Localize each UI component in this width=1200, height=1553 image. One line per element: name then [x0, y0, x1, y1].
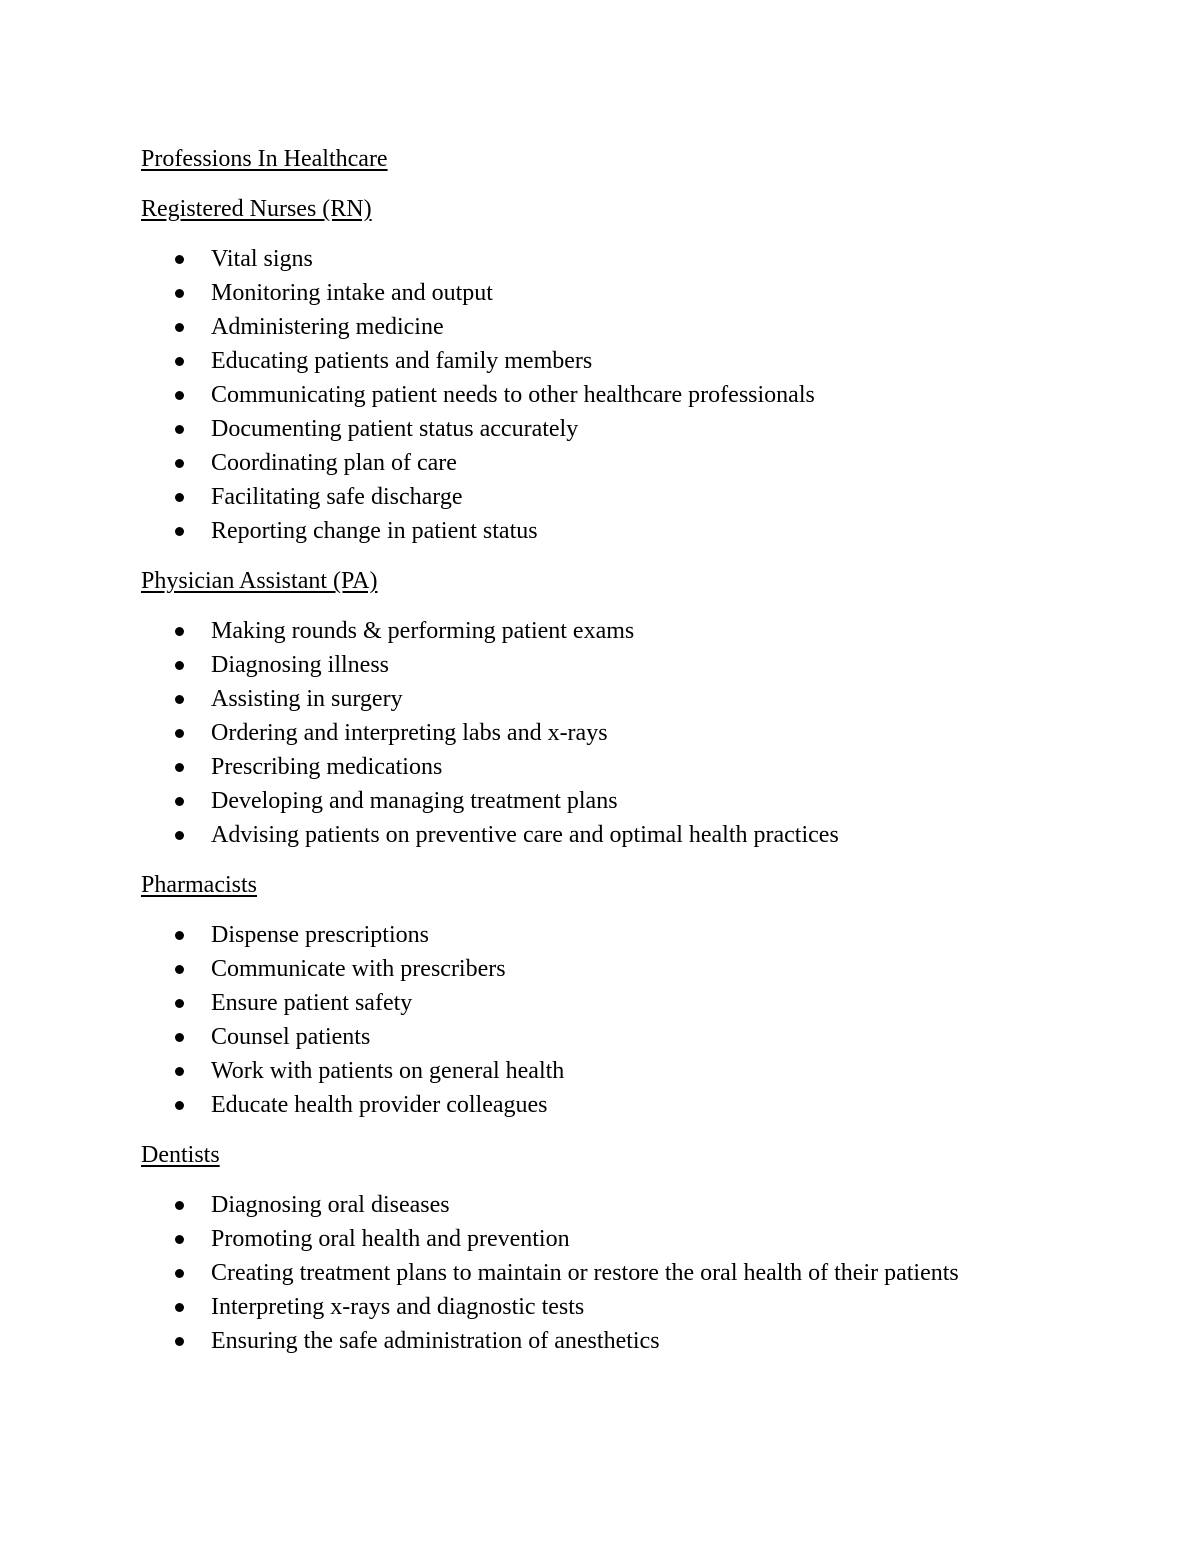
list-pharmacists — [141, 918, 1041, 1122]
bullet-icon — [175, 831, 184, 840]
list-item: Facilitating safe discharge — [141, 480, 991, 514]
list-item: Prescribing medications — [141, 750, 991, 784]
bullet-icon — [175, 1033, 184, 1042]
section-pharmacists — [141, 868, 1041, 1122]
bullet-icon — [175, 999, 184, 1008]
bullet-icon — [175, 425, 184, 434]
bullet-icon — [175, 255, 184, 264]
list-item: Ensure patient safety — [141, 986, 991, 1020]
list-item: Making rounds & performing patient exams — [141, 614, 991, 648]
list-item: Ordering and interpreting labs and x-rays — [141, 716, 991, 750]
list-pa — [141, 614, 1041, 852]
section-heading-pharmacists: Pharmacists — [141, 872, 257, 898]
list-rn — [141, 242, 1041, 548]
list-item: Advising patients on preventive care and optimal health practices — [141, 818, 991, 852]
list-item: Counsel patients — [141, 1020, 991, 1054]
list-item: Work with patients on general health — [141, 1054, 991, 1088]
bullet-icon — [175, 661, 184, 670]
bullet-icon — [175, 1235, 184, 1244]
list-item: Dispense prescriptions — [141, 918, 991, 952]
bullet-icon — [175, 289, 184, 298]
list-item: Educating patients and family members — [141, 344, 991, 378]
list-item: Reporting change in patient status — [141, 514, 991, 548]
bullet-icon — [175, 965, 184, 974]
bullet-icon — [175, 323, 184, 332]
bullet-icon — [175, 797, 184, 806]
bullet-icon — [175, 1101, 184, 1110]
section-rn — [141, 192, 1041, 548]
bullet-icon — [175, 1269, 184, 1278]
bullet-icon — [175, 1201, 184, 1210]
bullet-icon — [175, 1337, 184, 1346]
list-item: Diagnosing illness — [141, 648, 991, 682]
bullet-icon — [175, 763, 184, 772]
list-item: Administering medicine — [141, 310, 991, 344]
list-item: Diagnosing oral diseases — [141, 1188, 991, 1222]
list-item: Vital signs — [141, 242, 991, 276]
bullet-icon — [175, 357, 184, 366]
bullet-icon — [175, 729, 184, 738]
section-pa — [141, 564, 1041, 852]
section-heading-pa: Physician Assistant (PA) — [141, 568, 378, 594]
list-item: Communicating patient needs to other healthcare professionals — [141, 378, 991, 412]
section-dentists — [141, 1138, 1041, 1358]
list-item: Coordinating plan of care — [141, 446, 991, 480]
bullet-icon — [175, 695, 184, 704]
bullet-icon — [175, 459, 184, 468]
list-item: Ensuring the safe administration of anesthetics — [141, 1324, 991, 1358]
list-item: Promoting oral health and prevention — [141, 1222, 991, 1256]
list-item: Monitoring intake and output — [141, 276, 991, 310]
section-heading-rn: Registered Nurses (RN) — [141, 196, 372, 222]
page-title: Professions In Healthcare — [141, 146, 388, 172]
list-item: Interpreting x-rays and diagnostic tests — [141, 1290, 991, 1324]
list-item: Communicate with prescribers — [141, 952, 991, 986]
list-item: Educate health provider colleagues — [141, 1088, 991, 1122]
bullet-icon — [175, 627, 184, 636]
list-item: Documenting patient status accurately — [141, 412, 991, 446]
bullet-icon — [175, 527, 184, 536]
bullet-icon — [175, 931, 184, 940]
list-dentists — [141, 1188, 1041, 1358]
list-item: Developing and managing treatment plans — [141, 784, 991, 818]
bullet-icon — [175, 493, 184, 502]
bullet-icon — [175, 1303, 184, 1312]
bullet-icon — [175, 391, 184, 400]
section-heading-dentists: Dentists — [141, 1142, 220, 1168]
list-item: Creating treatment plans to maintain or restore the oral health of their patients — [141, 1256, 991, 1290]
list-item: Assisting in surgery — [141, 682, 991, 716]
bullet-icon — [175, 1067, 184, 1076]
document-page — [141, 142, 1041, 1374]
